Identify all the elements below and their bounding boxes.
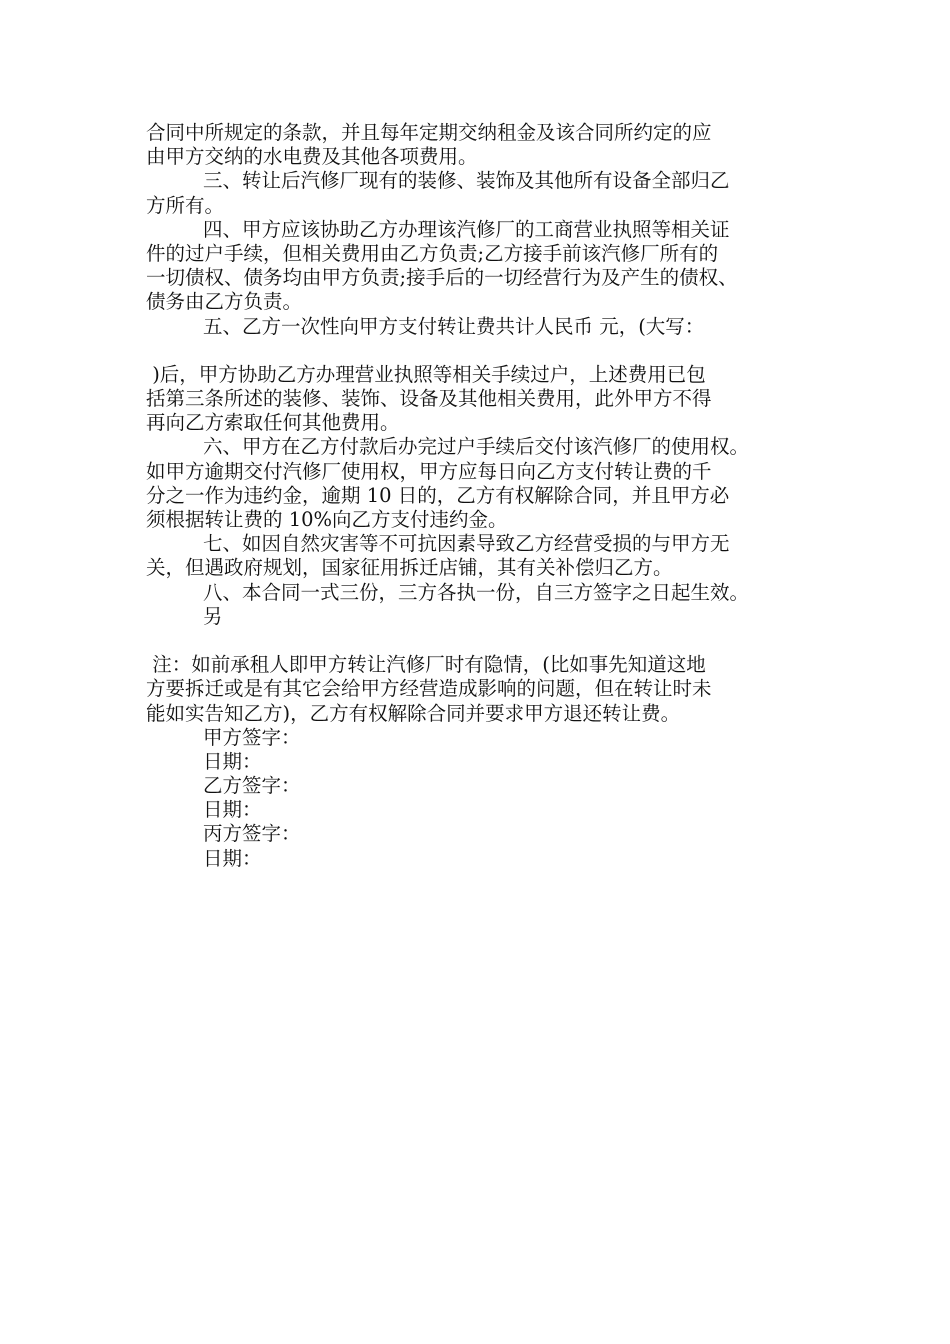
text-line: 债务由乙方负责。 xyxy=(146,290,303,314)
text-line: 再向乙方索取任何其他费用。 xyxy=(146,411,400,435)
text-line: 合同中所规定的条款，并且每年定期交纳租金及该合同所约定的应 xyxy=(146,121,712,144)
clause-six: 六、甲方在乙方付款后办完过户手续后交付该汽修厂的使用权。 xyxy=(203,435,750,459)
clause-five: 五、乙方一次性向甲方支付转让费共计人民币 元，(大写： xyxy=(203,314,705,338)
party-b-date: 日期： xyxy=(203,798,262,822)
text-line: )后，甲方协助乙方办理营业执照等相关手续过户，上述费用已包 xyxy=(146,362,706,386)
text-line: 括第三条所述的装修、装饰、设备及其他相关费用，此外甲方不得 xyxy=(146,387,712,411)
clause-seven: 七、如因自然灾害等不可抗因素导致乙方经营受损的与甲方无 xyxy=(203,532,730,556)
text-line: 方要拆迁或是有其它会给甲方经营造成影响的问题，但在转让时未 xyxy=(146,677,712,701)
text-line: 件的过户手续，但相关费用由乙方负责;乙方接手前该汽修厂所有的 xyxy=(146,241,719,265)
text-line: 另 xyxy=(203,604,223,628)
text-line: 方所有。 xyxy=(146,193,225,217)
clause-four: 四、甲方应该协助乙方办理该汽修厂的工商营业执照等相关证 xyxy=(203,217,730,241)
party-a-signature: 甲方签字： xyxy=(203,725,301,749)
blank-line xyxy=(146,629,826,653)
text-line: 一切债权、债务均由甲方负责;接手后的一切经营行为及产生的债权、 xyxy=(146,266,738,290)
text-line: 能如实告知乙方)，乙方有权解除合同并要求甲方退还转让费。 xyxy=(146,701,681,725)
party-c-date: 日期： xyxy=(203,846,262,870)
text-line: 如甲方逾期交付汽修厂使用权，甲方应每日向乙方支付转让费的千 xyxy=(146,459,712,483)
party-c-signature: 丙方签字： xyxy=(203,822,301,846)
blank-line xyxy=(146,339,826,363)
note-line: 注：如前承租人即甲方转让汽修厂时有隐情，(比如事先知道这地 xyxy=(146,653,706,677)
text-line: 由甲方交纳的水电费及其他各项费用。 xyxy=(146,145,478,169)
text-line: 须根据转让费的 10%向乙方支付违约金。 xyxy=(146,508,508,531)
clause-three: 三、转让后汽修厂现有的装修、装饰及其他所有设备全部归乙 xyxy=(203,169,730,193)
contract-text xyxy=(146,121,826,871)
party-b-signature: 乙方签字： xyxy=(203,774,301,798)
text-line: 关，但遇政府规划，国家征用拆迁店铺，其有关补偿归乙方。 xyxy=(146,556,673,580)
text-line: 分之一作为违约金，逾期 10 日的，乙方有权解除合同，并且甲方必 xyxy=(146,483,730,507)
clause-eight: 八、本合同一式三份，三方各执一份，自三方签字之日起生效。 xyxy=(203,580,750,604)
party-a-date: 日期： xyxy=(203,749,262,773)
